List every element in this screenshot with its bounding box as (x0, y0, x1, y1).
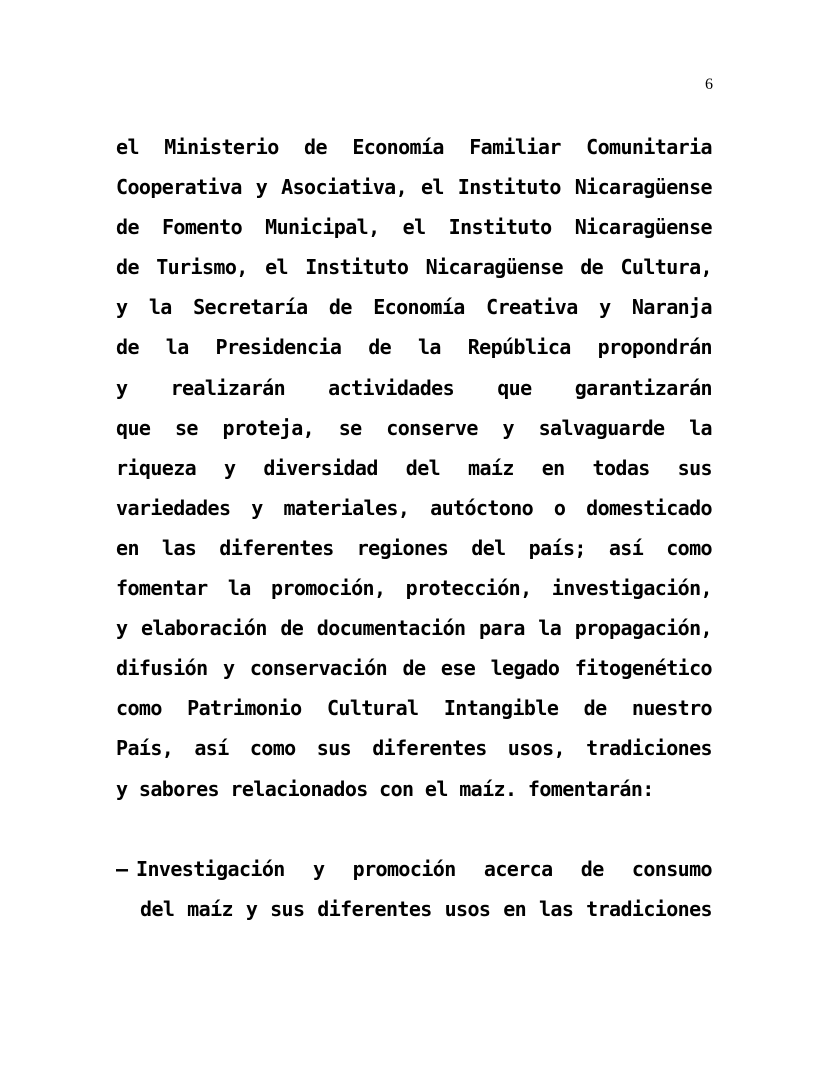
paragraph-line: de Turismo, el Instituto Nicaragüense de Cultura, (116, 255, 712, 280)
body-paragraph (116, 127, 712, 809)
paragraph-line: y sabores relacionados con el maíz. fomentarán: (116, 776, 654, 801)
paragraph-line: riqueza y diversidad del maíz en todas sus (116, 455, 712, 480)
list-item-line: Investigación y promoción acerca de consumo (136, 857, 712, 881)
paragraph-line: y la Secretaría de Economía Creativa y Naranja (116, 295, 712, 320)
page-number: 6 (705, 76, 713, 93)
paragraph-line: de la Presidencia de la República propondrán (116, 335, 712, 360)
paragraph-line: el Ministerio de Economía Familiar Comunitaria (116, 135, 712, 159)
paragraph-line: en las diferentes regiones del país; así como (116, 535, 712, 560)
paragraph-line: y realizarán actividades que garantizarán (116, 375, 712, 400)
paragraph-line: y elaboración de documentación para la propagación, (116, 616, 712, 641)
list-item-text (136, 849, 712, 929)
list-item-line: del maíz y sus diferentes usos en las tradiciones (140, 897, 712, 922)
paragraph-line: País, así como sus diferentes usos, tradiciones (116, 736, 712, 761)
paragraph-line: de Fomento Municipal, el Instituto Nicaragüense (116, 215, 712, 240)
paragraph-line: variedades y materiales, autóctono o domesticado (116, 495, 712, 520)
list-bullet: – (116, 857, 128, 881)
paragraph-line: fomentar la promoción, protección, investigación, (116, 576, 712, 601)
paragraph-line: como Patrimonio Cultural Intangible de nuestro (116, 696, 712, 721)
paragraph-line: difusión y conservación de ese legado fitogenético (116, 656, 712, 681)
paragraph-line: Cooperativa y Asociativa, el Instituto Nicaragüense (116, 175, 712, 200)
list-item (116, 849, 712, 929)
paragraph-line: que se proteja, se conserve y salvaguarde la (116, 415, 712, 440)
